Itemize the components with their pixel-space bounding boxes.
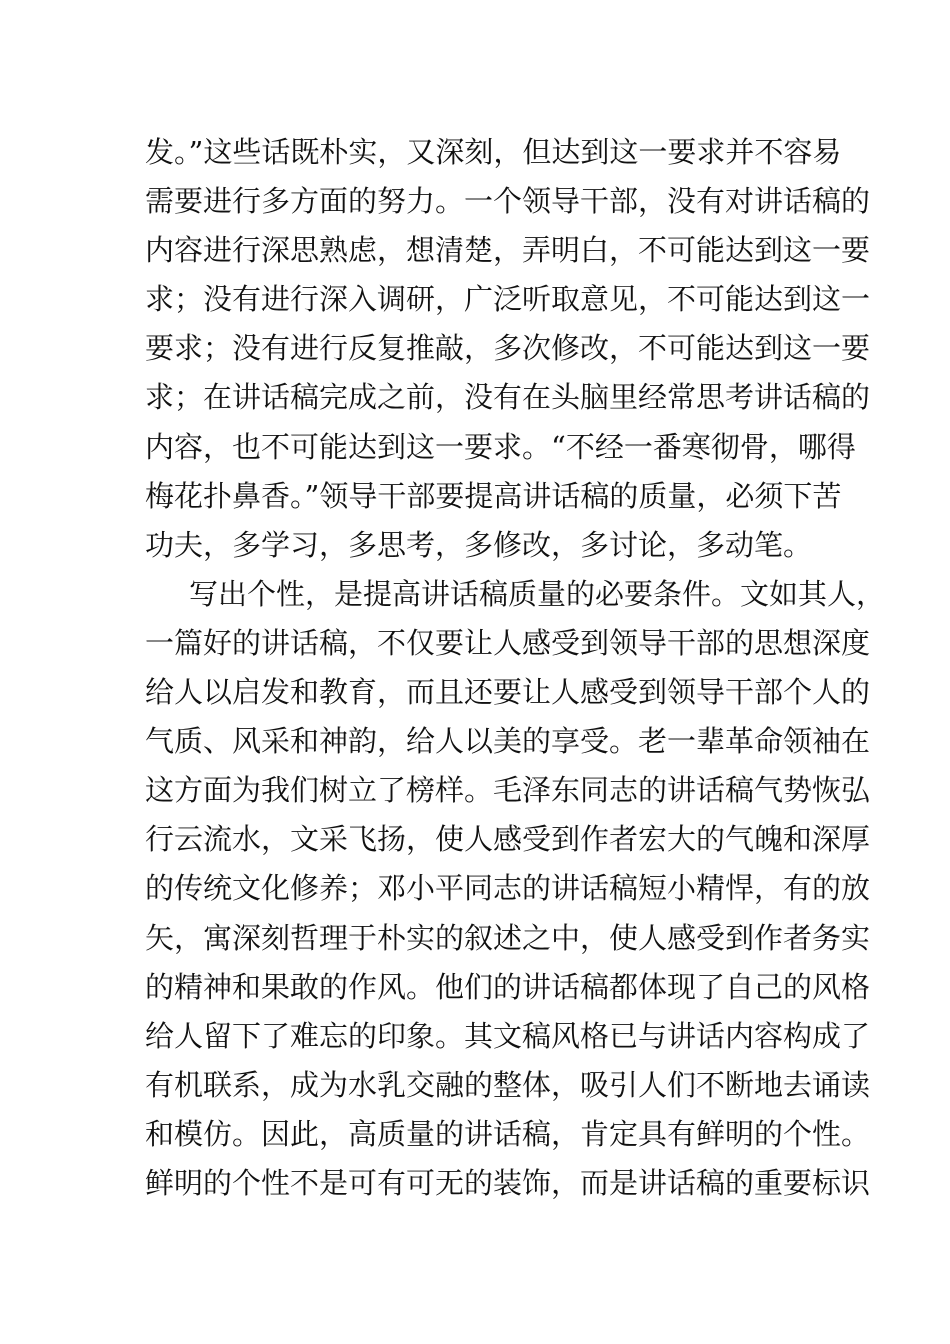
text-line: 求；没有进行深入调研，广泛听取意见，不可能达到这一	[145, 282, 871, 317]
text-line: 的传统文化修养；邓小平同志的讲话稿短小精悍，有的放	[145, 871, 871, 906]
text-line: 气质、风采和神韵，给人以美的享受。老一辈革命领袖在	[145, 724, 871, 759]
text-line: 和模仿。因此，高质量的讲话稿，肯定具有鲜明的个性。	[145, 1116, 871, 1151]
text-line: 梅花扑鼻香。”领导干部要提高讲话稿的质量，必须下苦	[145, 478, 842, 513]
text-line: 给人以启发和教育，而且还要让人感受到领导干部个人的	[145, 675, 871, 710]
text-line: 这方面为我们树立了榜样。毛泽东同志的讲话稿气势恢弘	[145, 773, 871, 808]
text-line: 有机联系，成为水乳交融的整体，吸引人们不断地去诵读	[145, 1067, 871, 1102]
text-line: 需要进行多方面的努力。一个领导干部，没有对讲话稿的	[145, 184, 871, 219]
text-line: 要求；没有进行反复推敲，多次修改，不可能达到这一要	[145, 331, 871, 366]
text-line: 功夫，多学习，多思考，多修改，多讨论，多动笔。	[145, 527, 813, 562]
text-line: 给人留下了难忘的印象。其文稿风格已与讲话内容构成了	[145, 1018, 871, 1053]
text-line: 求；在讲话稿完成之前，没有在头脑里经常思考讲话稿的	[145, 380, 871, 415]
body-text	[145, 128, 886, 1208]
text-line: 一篇好的讲话稿，不仅要让人感受到领导干部的思想深度	[145, 625, 871, 660]
text-line: 内容进行深思熟虑，想清楚，弄明白，不可能达到这一要	[145, 233, 871, 268]
text-line: 的精神和果敢的作风。他们的讲话稿都体现了自己的风格	[145, 969, 871, 1004]
paragraph-start-line: 写出个性，是提高讲话稿质量的必要条件。文如其人，	[189, 576, 886, 611]
text-line: 内容，也不可能达到这一要求。“不经一番寒彻骨，哪得	[145, 429, 856, 464]
text-line: 鲜明的个性不是可有可无的装饰，而是讲话稿的重要标识	[145, 1165, 871, 1200]
text-line: 发。”这些话既朴实，又深刻，但达到这一要求并不容易	[145, 135, 842, 169]
text-line: 矢，寓深刻哲理于朴实的叙述之中，使人感受到作者务实	[145, 920, 871, 955]
text-line: 行云流水，文采飞扬，使人感受到作者宏大的气魄和深厚	[145, 822, 871, 857]
